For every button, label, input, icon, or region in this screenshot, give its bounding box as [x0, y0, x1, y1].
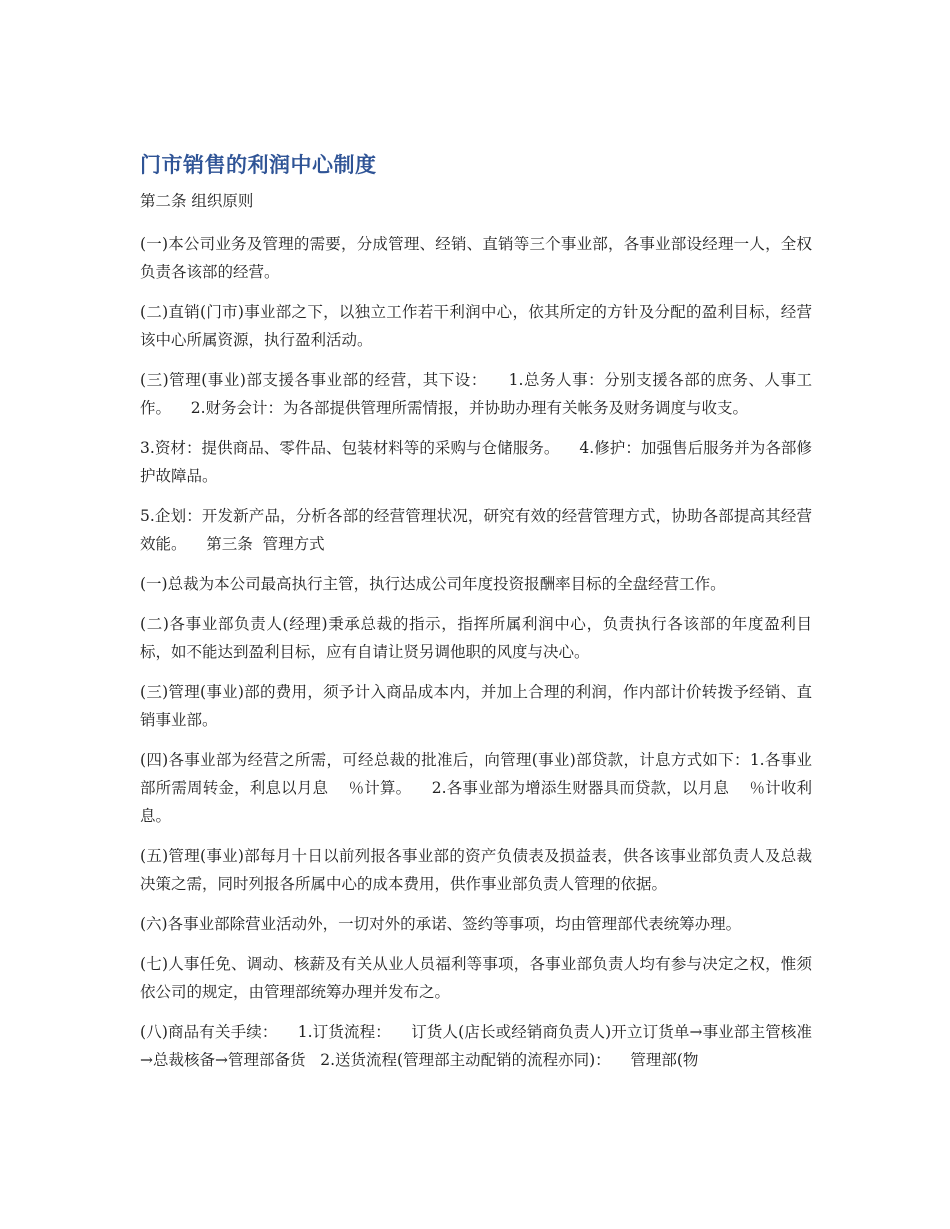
section-heading: 第二条 组织原则: [140, 192, 254, 210]
paragraph-5: 5.企划：开发新产品，分析各部的经营管理状况，研究有效的经营管理方式，协助各部提高其经营效能。 第三条 管理方式: [140, 507, 812, 553]
paragraph-6: (一)总裁为本公司最高执行主管，执行达成公司年度投资报酬率目标的全盘经营工作。: [140, 575, 726, 593]
paragraph-1: (一)本公司业务及管理的需要，分成管理、经销、直销等三个事业部，各事业部设经理一人，全权负责各该部的经营。: [140, 235, 812, 281]
document-page: [140, 150, 812, 1086]
document-title: 门市销售的利润中心制度: [140, 153, 377, 177]
paragraph-2: (二)直销(门市)事业部之下，以独立工作若干利润中心，依其所定的方针及分配的盈利目标，经营该中心所属资源，执行盈利活动。: [140, 303, 812, 349]
paragraph-10: (五)管理(事业)部每月十日以前列报各事业部的资产负债表及损益表，供各该事业部负责人及总裁决策之需，同时列报各所属中心的成本费用，供作事业部负责人管理的依据。: [140, 847, 812, 893]
paragraph-9: (四)各事业部为经营之所需，可经总裁的批准后，向管理(事业)部贷款，计息方式如下：1.各事业部所需周转金，利息以月息 ％计算。 2.各事业部为增添生财器具而贷款，以月息 ％计收利息。: [140, 751, 812, 825]
paragraph-13: (八)商品有关手续： 1.订货流程： 订货人(店长或经销商负责人)开立订货单→事业部主管核准→总裁核备→管理部备货 2.送货流程(管理部主动配销的流程亦同)： 管理部(物: [140, 1023, 812, 1069]
paragraph-4: 3.资材：提供商品、零件品、包装材料等的采购与仓储服务。 4.修护：加强售后服务并为各部修护故障品。: [140, 439, 812, 485]
paragraph-11: (六)各事业部除营业活动外，一切对外的承诺、签约等事项，均由管理部代表统筹办理。: [140, 915, 742, 933]
paragraph-12: (七)人事任免、调动、核薪及有关从业人员福利等事项，各事业部负责人均有参与决定之权，惟须依公司的规定，由管理部统筹办理并发布之。: [140, 955, 812, 1001]
paragraph-7: (二)各事业部负责人(经理)秉承总裁的指示，指挥所属利润中心，负责执行各该部的年度盈利目标，如不能达到盈利目标，应有自请让贤另调他职的风度与决心。: [140, 615, 812, 661]
paragraph-8: (三)管理(事业)部的费用，须予计入商品成本内，并加上合理的利润，作内部计价转拨予经销、直销事业部。: [140, 683, 812, 729]
paragraph-3: (三)管理(事业)部支援各事业部的经营，其下设： 1.总务人事：分别支援各部的庶务、人事工作。 2.财务会计：为各部提供管理所需情报，并协助办理有关帐务及财务调度与收支。: [140, 371, 812, 417]
